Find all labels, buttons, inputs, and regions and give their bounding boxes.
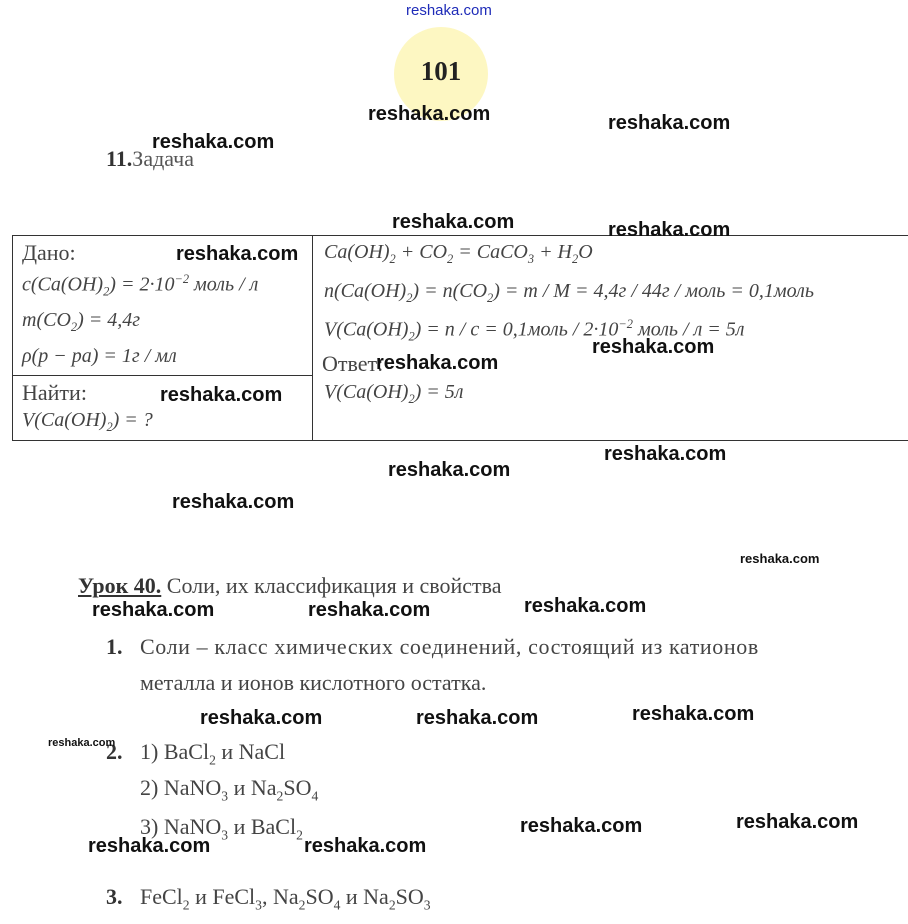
watermark: reshaka.com bbox=[604, 443, 727, 465]
item1-number: 1. bbox=[106, 634, 123, 659]
lesson-heading bbox=[78, 573, 502, 599]
watermark: reshaka.com bbox=[592, 336, 715, 358]
table-top-border bbox=[12, 235, 908, 236]
watermark: reshaka.com bbox=[608, 112, 731, 134]
watermark-top[interactable]: reshaka.com bbox=[406, 2, 492, 19]
watermark: reshaka.com bbox=[368, 103, 491, 125]
watermark: reshaka.com bbox=[632, 703, 755, 725]
given-concentration: $c(Ca(OH)_2) = 2\cdot 10^{-2}$ моль / л bbox=[22, 272, 259, 299]
watermark: reshaka.com bbox=[308, 599, 431, 621]
watermark: reshaka.com bbox=[524, 595, 647, 617]
watermark: reshaka.com bbox=[608, 219, 731, 241]
page-number: 101 bbox=[420, 56, 462, 86]
task-title: Задача bbox=[132, 146, 194, 171]
watermark: reshaka.com bbox=[160, 384, 283, 406]
watermark: reshaka.com bbox=[376, 352, 499, 374]
watermark: reshaka.com bbox=[388, 459, 511, 481]
watermark: reshaka.com bbox=[152, 131, 275, 153]
watermark: reshaka.com bbox=[88, 835, 211, 857]
task-number: 11. bbox=[106, 146, 133, 171]
find-volume: $V(Ca(OH)_2)$ = ? bbox=[22, 409, 153, 434]
watermark: reshaka.com bbox=[92, 599, 215, 621]
lesson-title: Соли, их классификация и свойства bbox=[161, 573, 502, 598]
watermark: reshaka.com bbox=[416, 707, 539, 729]
watermark: reshaka.com bbox=[48, 737, 116, 749]
table-given-find-divider bbox=[12, 375, 312, 376]
moles-equation: $n(Ca(OH)_2) = n(CO_2) = m / M = 4,4г / 44г$ / моль = 0,1моль bbox=[324, 280, 814, 305]
item3-text: FeCl$_2$ и FeCl$_3$, $Na_2SO_4$ и $Na_2SO_3$ bbox=[140, 884, 431, 913]
answer-label: Ответ: bbox=[322, 351, 384, 376]
lesson-number: Урок 40. bbox=[78, 573, 162, 598]
watermark: reshaka.com bbox=[392, 211, 515, 233]
watermark: reshaka.com bbox=[304, 835, 427, 857]
find-label: Найти: bbox=[22, 380, 87, 405]
watermark: reshaka.com bbox=[176, 243, 299, 265]
item2-number: 2. bbox=[106, 739, 123, 764]
watermark: reshaka.com bbox=[736, 811, 859, 833]
item1-line2: металла и ионов кислотного остатка. bbox=[140, 670, 487, 695]
watermark: reshaka.com bbox=[172, 491, 295, 513]
answer-value: $V(Ca(OH)_2) = 5л$ bbox=[324, 381, 464, 406]
watermark: reshaka.com bbox=[520, 815, 643, 837]
table-left-border bbox=[12, 235, 13, 440]
reaction-equation: $Ca(OH)_2 + CO_2$ = CaCO$_3$ + $H_2O$ bbox=[324, 241, 593, 266]
watermark: reshaka.com bbox=[740, 551, 820, 566]
volume-equation: $V(Ca(OH)_2) = n / c$ = 0,1моль / $2\cdot 10^{-2}$ моль / л = 5л bbox=[324, 317, 745, 344]
item3-number: 3. bbox=[106, 884, 123, 909]
table-divider bbox=[312, 235, 313, 440]
item1-line1: Соли – класс химических соединений, состоящий из катионов bbox=[140, 634, 759, 659]
table-bottom-border bbox=[12, 440, 908, 441]
item2-option1: 1) BaCl$_2$ и NaCl bbox=[140, 739, 286, 768]
given-density: ρ(р − ра) = 1г / мл bbox=[22, 345, 177, 367]
watermark: reshaka.com bbox=[200, 707, 323, 729]
item2-option3: 3) NaNO$_3$ и BaCl$_2$ bbox=[140, 814, 303, 843]
given-mass: $m(CO_2) = 4,4г$ bbox=[22, 309, 141, 334]
given-label: Дано: bbox=[22, 240, 76, 265]
item2-option2: 2) NaNO$_3$ и $Na_2SO_4$ bbox=[140, 775, 319, 804]
